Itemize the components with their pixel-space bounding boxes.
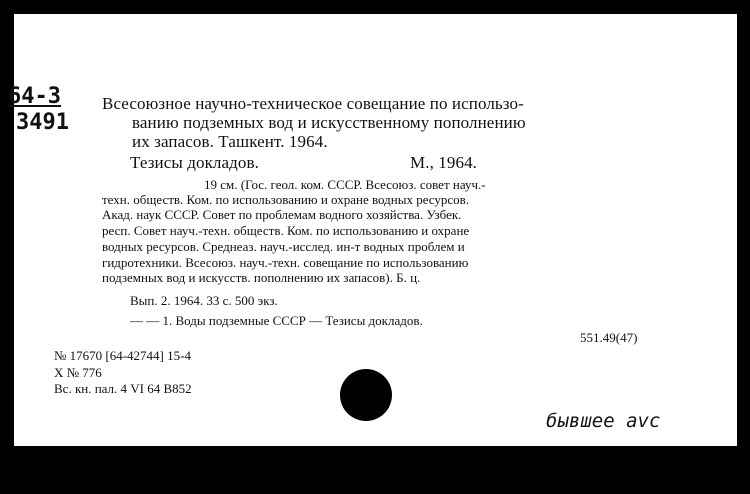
footer-line3: Вс. кн. пал. 4 VI 64 B852 [54, 381, 192, 396]
description-line3: Акад. наук СССР. Совет по проблемам водного хозяйства. Узбек. [102, 207, 462, 222]
description-line1: 19 см. (Гос. геол. ком. СССР. Всесоюз. совет науч.- [204, 177, 486, 192]
subtitle-imprint: М., 1964. [410, 153, 478, 172]
heading-line3: их запасов. Ташкент. 1964. [132, 132, 328, 151]
description-line4: респ. Совет науч.-техн. обществ. Ком. по использованию и охране [102, 223, 470, 238]
call-number-line1: 64-3 [8, 84, 61, 109]
description-line2: техн. обществ. Ком. по использованию и охране водных ресурсов. [102, 192, 470, 207]
footer-line1: № 17670 [64-42744] 15-4 [54, 348, 191, 363]
description-line6: гидротехники. Всесоюз. науч.-техн. совещание по использованию [102, 255, 469, 270]
footer-line2: X № 776 [54, 365, 102, 380]
subject-entry: — — 1. Воды подземные СССР — Тезисы докладов. [130, 313, 423, 328]
handwritten-note: бывшее аvс [546, 410, 661, 432]
subtitle-title: Тезисы докладов. [130, 153, 259, 172]
description-line7: подземных вод и искусств. пополнению их запасов). Б. ц. [102, 270, 421, 285]
call-number-line2: 3491 [16, 110, 69, 135]
punch-hole [340, 369, 392, 421]
heading-line2: ванию подземных вод и искусственному пополнению [132, 113, 526, 132]
udc-number: 551.49(47) [580, 330, 638, 345]
edition-line: Вып. 2. 1964. 33 с. 500 экз. [130, 293, 278, 308]
heading-line1: Всесоюзное научно-техническое совещание по использо- [102, 94, 524, 113]
description-line5: водных ресурсов. Среднеаз. науч.-исслед. ин-т водных проблем и [102, 239, 465, 254]
